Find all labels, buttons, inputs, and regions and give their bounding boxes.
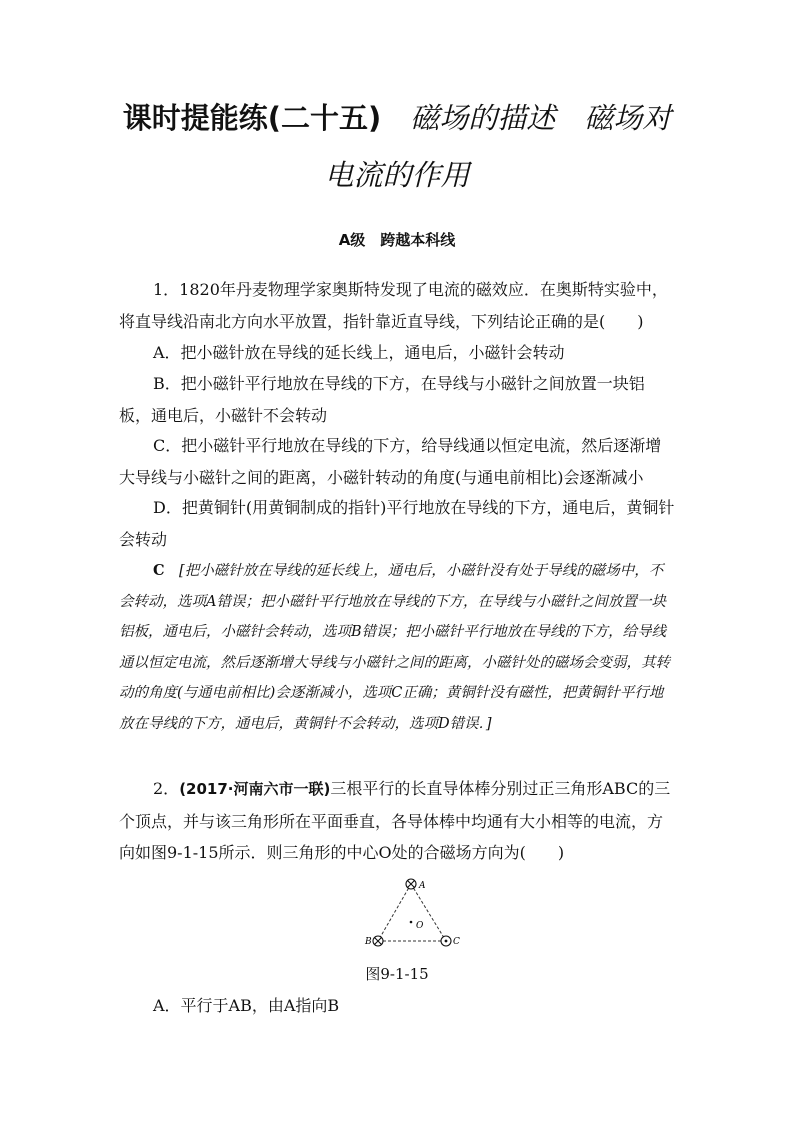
edge-ac: [411, 884, 446, 941]
q1-option-b: B．把小磁针平行地放在导线的下方，在导线与小磁针之间放置一块铝板，通电后，小磁针不会转动: [119, 374, 645, 425]
q2-stem: [119, 773, 675, 869]
q1-option-a: A．把小磁针放在导线的延长线上，通电后，小磁针会转动: [153, 343, 565, 362]
page-title-line2: 电流的作用: [324, 158, 470, 192]
q2-option-a: A．平行于AB，由A指向B: [153, 996, 340, 1015]
answer-explanation: [把小磁针放在导线的延长线上，通电后，小磁针没有处于导线的磁场中，不会转动，选项A错误；把小磁针平行地放在导线的下方，在导线与小磁针之间放置一块铝板，通电后，小磁针会转动，选项B错误；把小磁针平行地放在导线的下方，给导线通以恒定电流，然后逐渐增大导线与小磁针之间的距离，小磁针处的磁场会变弱，其转动的角度(与通电前相比)会逐渐减小，选项C正确；黄铜针没有磁性，把黄铜针平行地放在导线的下方，通电后，黄铜针不会转动，选项D错误．]: [119, 563, 670, 732]
title-main: 课时提能练(二十五): [122, 101, 382, 135]
q2-source: (2017·河南六市一联): [179, 780, 331, 798]
label-o: O: [416, 921, 424, 931]
label-a: A: [419, 881, 426, 891]
center-point-o: [410, 921, 413, 924]
q2-text: 三根平行的长直导体棒分别过正三角形ABC的三个顶点，并与该三角形所在平面垂直，各导体棒中均通有大小相等的电流，方向如图9-1-15所示．则三角形的中心O处的合磁场方向为( ): [119, 779, 671, 862]
triangle-figure: [357, 872, 467, 957]
q1-stem: 1．1820年丹麦物理学家奥斯特发现了电流的磁效应．在奥斯特实验中，将直导线沿南北方向水平放置，指针靠近直导线，下列结论正确的是( ): [119, 280, 668, 331]
label-b: B: [365, 937, 372, 947]
answer-letter: C: [153, 562, 165, 579]
current-out-icon-c: [441, 936, 451, 946]
q1-option-c: C．把小磁针平行地放在导线的下方，给导线通以恒定电流，然后逐渐增大导线与小磁针之间的距离，小磁针转动的角度(与通电前相比)会逐渐减小: [119, 436, 662, 487]
q1-option-d: D．把黄铜针(用黄铜制成的指针)平行地放在导线的下方，通电后，黄铜针会转动: [119, 498, 675, 549]
section-heading: A级 跨越本科线: [338, 231, 456, 249]
label-c: C: [453, 937, 460, 947]
current-into-icon-b: [373, 936, 383, 946]
q2-number: 2．: [153, 779, 180, 798]
edge-ab: [378, 884, 411, 941]
figure-caption: 图9-1-15: [365, 965, 429, 983]
q1-answer: [119, 556, 675, 739]
title-sub: 磁场的描述 磁场对: [381, 101, 672, 135]
page-title-line1: [0, 98, 794, 138]
current-into-icon-a: [406, 879, 416, 889]
